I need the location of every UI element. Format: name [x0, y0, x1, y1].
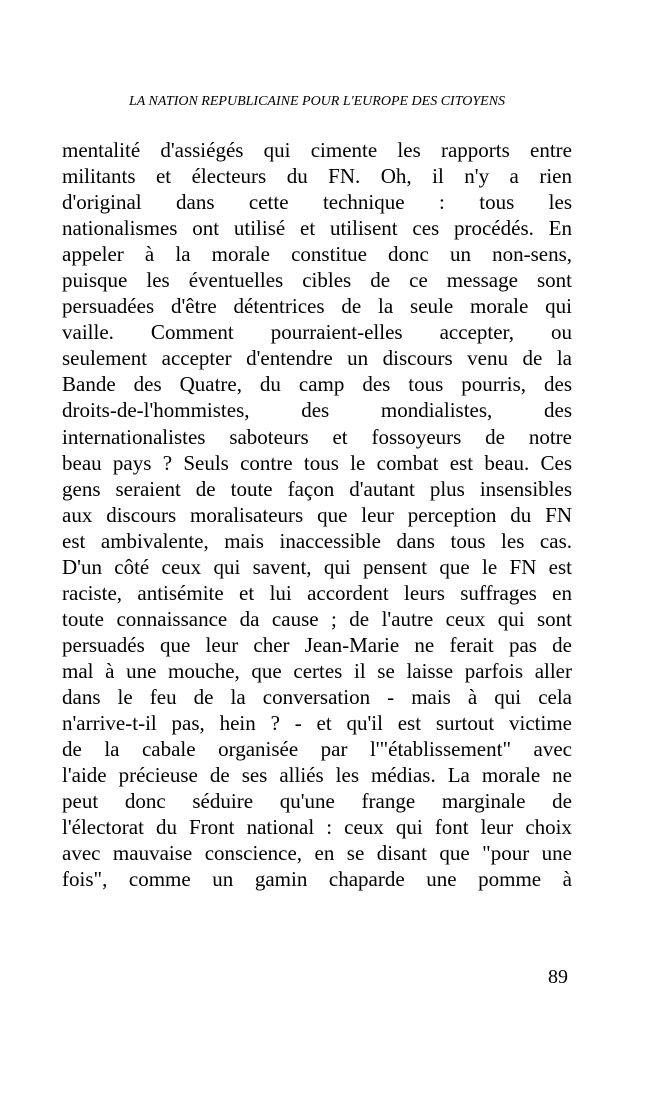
text-line: beau pays ? Seuls contre tous le combat est beau. Ces	[62, 450, 572, 475]
body-text	[62, 137, 572, 892]
running-header: LA NATION REPUBLICAINE POUR L'EUROPE DES CITOYENS	[128, 94, 506, 109]
text-line: puisque les éventuelles cibles de ce message sont	[62, 268, 572, 293]
text-line: mal à une mouche, que certes il se laisse parfois aller	[62, 658, 572, 683]
text-line: l'aide précieuse de ses alliés les médias. La morale ne	[62, 763, 572, 788]
text-line: vaille. Comment pourraient-elles accepter, ou	[62, 320, 572, 345]
text-line: avec mauvaise conscience, en se disant que "pour une	[62, 841, 572, 866]
text-line: toute connaissance da cause ; de l'autre ceux qui sont	[62, 606, 572, 631]
text-line: mentalité d'assiégés qui cimente les rapports entre	[62, 138, 572, 162]
text-line: D'un côté ceux qui savent, qui pensent que le FN est	[62, 554, 572, 579]
page-number: 89	[548, 966, 568, 988]
text-line: internationalistes saboteurs et fossoyeurs de notre	[62, 424, 572, 449]
text-line: appeler à la morale constitue donc un non-sens,	[62, 242, 572, 267]
text-line: gens seraient de toute façon d'autant plus insensibles	[62, 476, 572, 501]
text-line: seulement accepter d'entendre un discours venu de la	[62, 346, 572, 371]
text-line: d'original dans cette technique : tous les	[62, 190, 572, 215]
text-line: persuadés que leur cher Jean-Marie ne ferait pas de	[62, 632, 572, 657]
text-line: fois", comme un gamin chaparde une pomme à	[62, 867, 572, 892]
text-line: l'électorat du Front national : ceux qui font leur choix	[62, 815, 572, 840]
text-line: droits-de-l'hommistes, des mondialistes, des	[62, 398, 572, 423]
text-line: aux discours moralisateurs que leur perception du FN	[62, 502, 572, 527]
text-line: nationalismes ont utilisé et utilisent ces procédés. En	[62, 216, 572, 241]
text-line: raciste, antisémite et lui accordent leurs suffrages en	[62, 580, 572, 605]
text-line: persuadées d'être détentrices de la seule morale qui	[62, 294, 572, 319]
text-line: peut donc séduire qu'une frange marginale de	[62, 789, 572, 814]
text-line: de la cabale organisée par l'"établissement" avec	[62, 737, 572, 762]
text-line: dans le feu de la conversation - mais à qui cela	[62, 684, 572, 709]
text-line: n'arrive-t-il pas, hein ? - et qu'il est surtout victime	[62, 711, 572, 736]
text-line: militants et électeurs du FN. Oh, il n'y a rien	[62, 164, 572, 189]
text-line: est ambivalente, mais inaccessible dans tous les cas.	[62, 528, 572, 553]
text-line: Bande des Quatre, du camp des tous pourris, des	[62, 372, 572, 397]
